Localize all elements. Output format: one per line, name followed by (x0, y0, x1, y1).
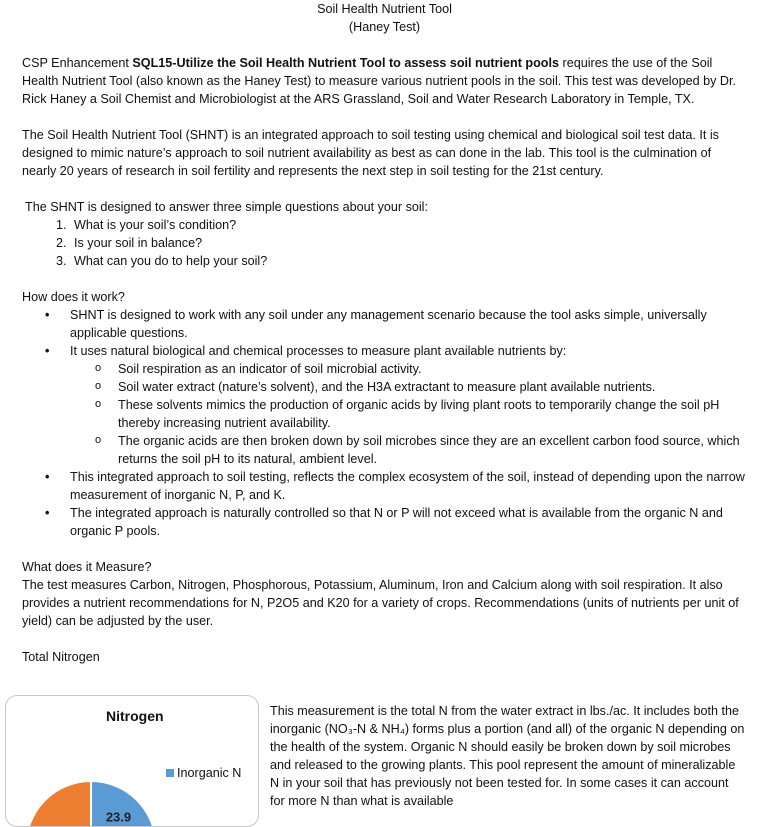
bullet-text: It uses natural biological and chemical processes to measure plant available nutrients by: (70, 344, 567, 358)
list-item: o Soil water extract (nature’s solvent), and the H3A extractant to measure plant available nutrients. (118, 378, 747, 396)
how-heading: How does it work? (22, 290, 125, 304)
measure-heading: What does it Measure? (22, 560, 152, 574)
list-item: o The organic acids are then broken down by soil microbes since they are an excellent carbon food source, which returns the soil pH to its natural, ambient level. (118, 432, 747, 468)
list-item: • The integrated approach is naturally controlled so that N or P will not exceed what is available from the organic N and organic P pools. (70, 504, 747, 540)
intro-prefix: CSP Enhancement (22, 56, 133, 70)
how-sub-list (70, 360, 747, 468)
total-nitrogen-heading: Total Nitrogen (22, 650, 100, 664)
list-item: 1. What is your soil’s condition? (70, 216, 747, 234)
nitrogen-chart (5, 695, 259, 827)
intro-bold-practice: SQL15-Utilize the Soil Health Nutrient Tool to assess soil nutrient pools (132, 56, 559, 70)
questions-list (22, 216, 747, 270)
pie-data-label: 23.9 (105, 809, 132, 825)
intro-suffix: requires the use of the Soil Health Nutrient Tool (also known as the Haney Test) to measure various nutrient pools in the soil. This test was developed by Dr. Rick Haney a Soil Chemist and Microbiologist at the ARS Grassland, Soil and Water Research Laboratory in Temple, TX. (22, 56, 737, 106)
legend-swatch-inorganic-n (166, 769, 174, 777)
list-item: 2. Is your soil in balance? (70, 234, 747, 252)
document-subtitle: (Haney Test) (348, 20, 421, 34)
list-item: o These solvents mimics the production of organic acids by living plant roots to temporarily change the soil pH thereby increasing nutrient availability. (118, 396, 747, 432)
list-item: • SHNT is designed to work with any soil under any management scenario because the tool asks simple, universally applicable questions. (70, 306, 747, 342)
list-item (70, 342, 747, 468)
total-nitrogen-paragraph: This measurement is the total N from the water extract in lbs./ac. It includes both the inorganic (NO₃-N & NH₄) forms plus a portion (and all) of the organic N depending on the health of the system. Organic N should easily be broken down by soil microbes and released to the growing plants. This pool represent the amount of mineralizable N in your soil that has previously not been tested for. In some cases it can account for more N than what is available (270, 704, 745, 808)
chart-legend (166, 764, 241, 782)
questions-lead: The SHNT is designed to answer three simple questions about your soil: (25, 200, 428, 214)
document-page (22, 0, 747, 666)
intro-paragraph (22, 54, 747, 108)
document-title: Soil Health Nutrient Tool (317, 2, 452, 16)
list-item: 3. What can you do to help your soil? (70, 252, 747, 270)
list-item: o Soil respiration as an indicator of soil microbial activity. (118, 360, 747, 378)
legend-label: Inorganic N (177, 766, 242, 780)
how-bullets (22, 306, 747, 540)
list-item: • This integrated approach to soil testing, reflects the complex ecosystem of the soil, instead of depending upon the narrow measurement of inorganic N, P, and K. (70, 468, 747, 504)
shnt-paragraph: The Soil Health Nutrient Tool (SHNT) is an integrated approach to soil testing using chemical and biological soil test data. It is designed to mimic nature’s approach to soil nutrient availability as best as can done in the lab. This tool is the culmination of nearly 20 years of research in soil fertility and represents the next step in soil testing for the 21st century. (22, 128, 719, 178)
chart-title: Nitrogen (106, 708, 164, 724)
measure-paragraph: The test measures Carbon, Nitrogen, Phosphorous, Potassium, Aluminum, Iron and Calcium along with soil respiration. It also provides a nutrient recommendations for N, P2O5 and K20 for a variety of crops. Recommendations (units of nutrients per unit of yield) can be adjusted by the user. (22, 578, 739, 628)
